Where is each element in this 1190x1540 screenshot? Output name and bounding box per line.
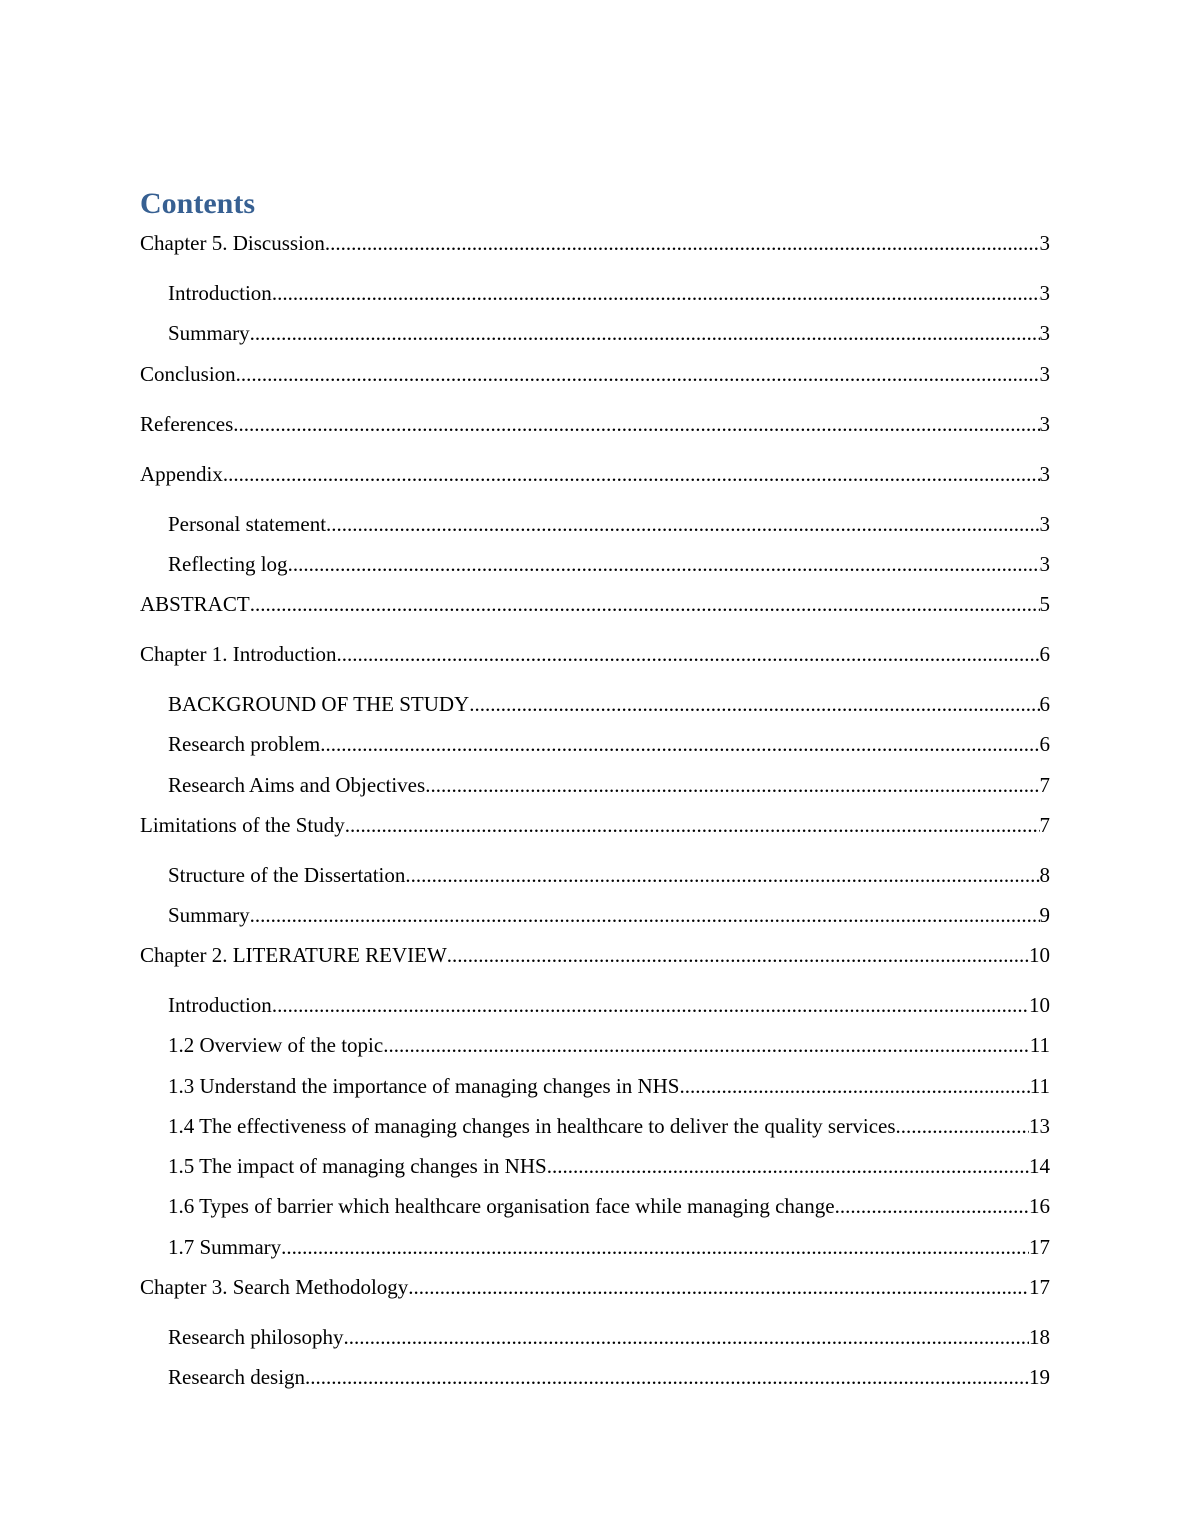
toc-entry-label: Summary [168,903,250,927]
toc-entry[interactable] [168,1153,1050,1179]
toc-entry[interactable] [168,902,1050,928]
toc-entry[interactable] [168,772,1050,798]
toc-dot-leader [345,812,1040,838]
toc-page-number: 3 [1039,281,1050,305]
toc-entry[interactable] [140,411,1050,437]
toc-entry-label: Chapter 3. Search Methodology [140,1275,409,1299]
toc-entry[interactable] [168,992,1050,1018]
toc-page-number: 19 [1029,1365,1050,1389]
toc-entry[interactable] [168,1234,1050,1260]
toc-dot-leader [233,411,1039,437]
toc-entry-label: References [140,412,234,436]
toc-dot-leader [835,1193,1029,1219]
toc-entry[interactable] [168,691,1050,717]
toc-page-number: 7 [1039,813,1050,837]
toc-heading: Contents [140,187,256,220]
toc-entry-label: Research design [168,1365,306,1389]
toc-entry-label: 1.7 Summary [168,1235,282,1259]
toc-entry[interactable] [140,461,1050,487]
toc-entry-label: Reflecting log [168,552,288,576]
toc-page-number: 3 [1039,321,1050,345]
toc-page-number: 6 [1039,692,1050,716]
toc-dot-leader [236,361,1040,387]
toc-dot-leader [272,992,1029,1018]
toc-entry-label: Introduction [168,993,272,1017]
toc-entry[interactable] [140,1274,1050,1300]
toc-entry[interactable] [140,942,1050,968]
toc-dot-leader [383,1032,1030,1058]
toc-page-number: 7 [1039,773,1050,797]
toc-entry-label: BACKGROUND OF THE STUDY [168,692,470,716]
toc-page-number: 10 [1029,943,1050,967]
toc-dot-leader [320,731,1039,757]
toc-entry[interactable] [140,812,1050,838]
toc-page-number: 3 [1039,512,1050,536]
toc-page-number: 11 [1029,1074,1050,1098]
toc-page-number: 9 [1039,903,1050,927]
toc-dot-leader [272,280,1040,306]
toc-page-number: 3 [1039,362,1050,386]
toc-entry[interactable] [168,1113,1050,1139]
toc-entry[interactable] [168,511,1050,537]
toc-entry-label: 1.6 Types of barrier which healthcare organisation face while managing change [168,1194,835,1218]
toc-entry-label: Summary [168,321,250,345]
toc-dot-leader [547,1153,1029,1179]
toc-entry-label: Appendix [140,462,223,486]
toc-page-number: 18 [1029,1325,1050,1349]
toc-dot-leader [337,641,1040,667]
toc-dot-leader [447,942,1029,968]
toc-page-number: 17 [1029,1275,1050,1299]
toc-page-number: 11 [1029,1033,1050,1057]
toc-dot-leader [469,691,1039,717]
toc-entry-label: Chapter 1. Introduction [140,642,337,666]
toc-dot-leader [425,772,1039,798]
toc-page-number: 5 [1039,592,1050,616]
toc-dot-leader [281,1234,1029,1260]
toc-page-number: 8 [1039,863,1050,887]
toc-entry-label: Introduction [168,281,272,305]
toc-dot-leader [344,1324,1029,1350]
toc-dot-leader [325,230,1040,256]
toc-entry-label: Research problem [168,732,321,756]
toc-page-number: 3 [1039,462,1050,486]
toc-dot-leader [408,1274,1029,1300]
toc-entry-label: Research Aims and Objectives [168,773,426,797]
toc-entry-label: Conclusion [140,362,236,386]
toc-dot-leader [288,551,1040,577]
toc-entry-label: Chapter 5. Discussion [140,231,325,255]
toc-page-number: 3 [1039,412,1050,436]
toc-entry[interactable] [168,1073,1050,1099]
toc-dot-leader [223,461,1040,487]
toc-entry-label: Research philosophy [168,1325,344,1349]
toc-entry-label: ABSTRACT [140,592,250,616]
toc-dot-leader [250,591,1040,617]
toc-page-number: 3 [1039,552,1050,576]
toc-entry[interactable] [140,361,1050,387]
toc-entry[interactable] [168,862,1050,888]
toc-entry[interactable] [140,230,1050,256]
toc-dot-leader [326,511,1039,537]
toc-entry-label: 1.2 Overview of the topic [168,1033,384,1057]
toc-dot-leader [250,320,1040,346]
toc-entry[interactable] [168,320,1050,346]
toc-entry-label: 1.5 The impact of managing changes in NHS [168,1154,547,1178]
toc-dot-leader [305,1364,1029,1390]
toc-page-number: 6 [1039,642,1050,666]
toc-page-number: 10 [1029,993,1050,1017]
toc-page-number: 16 [1029,1194,1050,1218]
toc-entry[interactable] [140,641,1050,667]
toc-page-number: 3 [1039,231,1050,255]
toc-page-number: 14 [1029,1154,1050,1178]
toc-entry[interactable] [168,731,1050,757]
toc-entry[interactable] [168,1193,1050,1219]
toc-entry-label: Chapter 2. LITERATURE REVIEW [140,943,447,967]
toc-entry[interactable] [168,280,1050,306]
toc-page-number: 17 [1029,1235,1050,1259]
toc-entry[interactable] [168,1364,1050,1390]
toc-entry-label: 1.3 Understand the importance of managing changes in NHS [168,1074,680,1098]
toc-page-number: 13 [1029,1114,1050,1138]
toc-dot-leader [405,862,1039,888]
toc-dot-leader [679,1073,1029,1099]
toc-entry-label: Personal statement [168,512,327,536]
toc-entry-label: 1.4 The effectiveness of managing changes in healthcare to deliver the quality services [168,1114,896,1138]
toc-entry[interactable] [168,1032,1050,1058]
toc-entry[interactable] [168,551,1050,577]
toc-dot-leader [896,1113,1029,1139]
toc-page-number: 6 [1039,732,1050,756]
toc-entry-label: Structure of the Dissertation [168,863,406,887]
toc-dot-leader [250,902,1040,928]
toc-entry[interactable] [140,591,1050,617]
toc-entry[interactable] [168,1324,1050,1350]
toc-entry-label: Limitations of the Study [140,813,345,837]
